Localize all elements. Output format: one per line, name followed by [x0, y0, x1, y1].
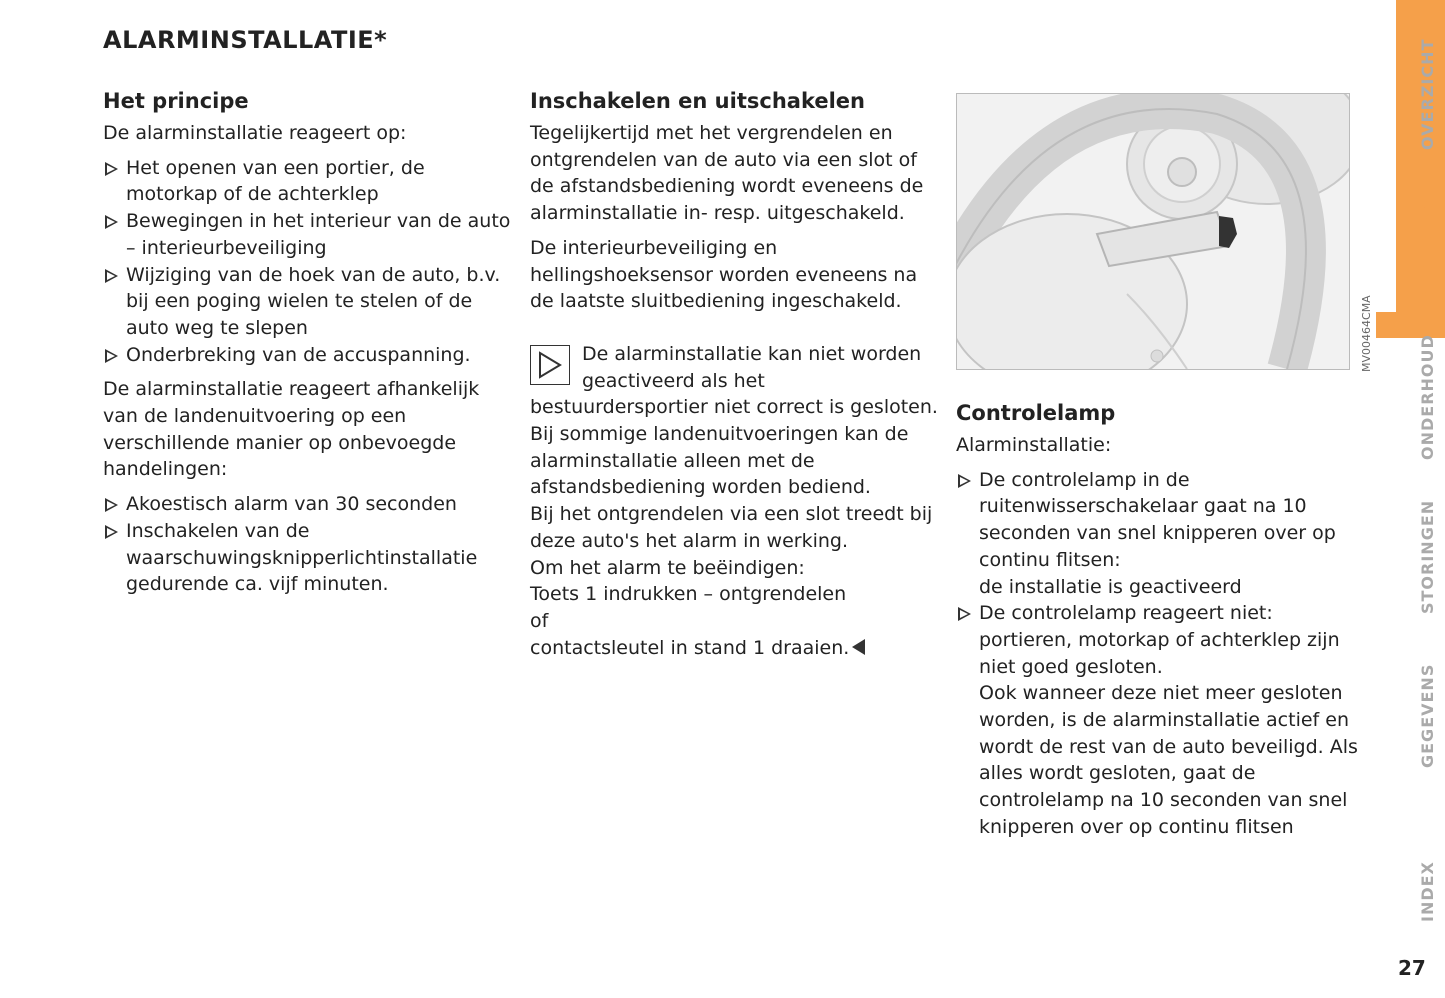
indicator-b2: De controlelamp reageert niet:: [979, 602, 1273, 625]
switching-paragraph-7: of: [530, 609, 549, 632]
note-arrow-icon: [530, 345, 570, 385]
end-of-section-icon: [852, 639, 865, 655]
switching-paragraph-5: Om het alarm te beëindigen:: [530, 556, 805, 579]
principle-triggers-list: [103, 155, 513, 369]
switching-paragraph-4: Bij het ontgrendelen via een slot treedt bij deze auto's het alarm in werking.: [530, 503, 933, 552]
list-item: Wijziging van de hoek van de auto, b.v. bij een poging wielen te stelen of de auto weg te slepen: [103, 262, 513, 342]
section-heading-switching: Inschakelen en uitschakelen: [530, 89, 865, 113]
steering-wheel-illustration: [956, 93, 1350, 370]
tab-notch: [1376, 0, 1396, 312]
note-block: [530, 341, 942, 421]
column-principle: [103, 88, 513, 598]
switching-paragraph-6: Toets 1 indrukken – ontgrendelen: [530, 583, 847, 606]
tab-gegevens[interactable]: GEGEVENS: [1418, 663, 1437, 768]
principle-intro: De alarminstallatie reageert op:: [103, 122, 407, 144]
list-item: [956, 467, 1366, 601]
indicator-list: [956, 467, 1366, 841]
figure-code: MV00464CMA: [1360, 295, 1373, 372]
list-item: Het openen van een portier, de motorkap of de achterklep: [103, 155, 513, 208]
indicator-b2-line3: Ook wanneer deze niet meer gesloten worden, is de alarminstallatie actief en wordt de rest van de auto beveiligd. Als alles wordt gesloten, gaat de controlelamp na 10 seconden van snel knipperen over op continu flitsen: [979, 682, 1358, 838]
page-number: 27: [1398, 956, 1426, 980]
list-item: [956, 600, 1366, 840]
tab-index[interactable]: INDEX: [1418, 861, 1437, 922]
tab-onderhoud[interactable]: ONDERHOUD: [1418, 334, 1437, 460]
indicator-b1-line2: de installatie is geactiveerd: [979, 575, 1242, 598]
steering-wheel-drawing: [957, 94, 1349, 369]
section-heading-principle: Het principe: [103, 89, 249, 113]
tab-storingen[interactable]: STORINGEN: [1418, 499, 1437, 614]
switching-paragraph-8-text: contactsleutel in stand 1 draaien.: [530, 636, 850, 659]
list-item: Bewegingen in het interieur van de auto – interieurbeveiliging: [103, 208, 513, 261]
note-text: De alarminstallatie kan niet worden geactiveerd als het bestuurdersportier niet correct is gesloten.: [530, 342, 938, 419]
column-switching: [530, 88, 942, 661]
tab-overzicht[interactable]: OVERZICHT: [1418, 38, 1437, 150]
tab-bediening[interactable]: BEDIENING: [1418, 194, 1437, 303]
chapter-sidebar: [1376, 0, 1445, 998]
switching-paragraph-8: [530, 635, 942, 662]
list-item: Onderbreking van de accuspanning.: [103, 342, 513, 369]
switching-paragraph-2: De interieurbeveiliging en hellingshoeksensor worden eveneens na de laatste sluitbediening ingeschakeld.: [530, 236, 918, 313]
indicator-b1: De controlelamp in de ruitenwisserschakelaar gaat na 10 seconden van snel knipperen over op continu flitsen:: [979, 468, 1336, 571]
switching-paragraph-1: Tegelijkertijd met het vergrendelen en ontgrendelen van de auto via een slot of de afstandsbediening wordt eveneens de alarminstallatie in- resp. uitgeschakeld.: [530, 122, 924, 225]
list-item: Akoestisch alarm van 30 seconden: [103, 491, 513, 518]
alarm-reactions-list: [103, 491, 513, 598]
column-indicator-lamp: [956, 400, 1366, 841]
indicator-intro: Alarminstallatie:: [956, 434, 1112, 456]
page-title: ALARMINSTALLATIE*: [103, 26, 388, 54]
indicator-b2-line2: portieren, motorkap of achterklep zijn niet goed gesloten.: [979, 628, 1340, 678]
list-item: Inschakelen van de waarschuwingsknipperlichtinstallatie gedurende ca. vijf minuten.: [103, 518, 513, 598]
principle-paragraph: De alarminstallatie reageert afhankelijk van de landenuitvoering op een verschillende manier op onbevoegde handelingen:: [103, 378, 480, 481]
section-heading-indicator: Controlelamp: [956, 401, 1116, 425]
switching-paragraph-3: Bij sommige landenuitvoeringen kan de alarminstallatie alleen met de afstandsbediening worden bediend.: [530, 423, 909, 499]
